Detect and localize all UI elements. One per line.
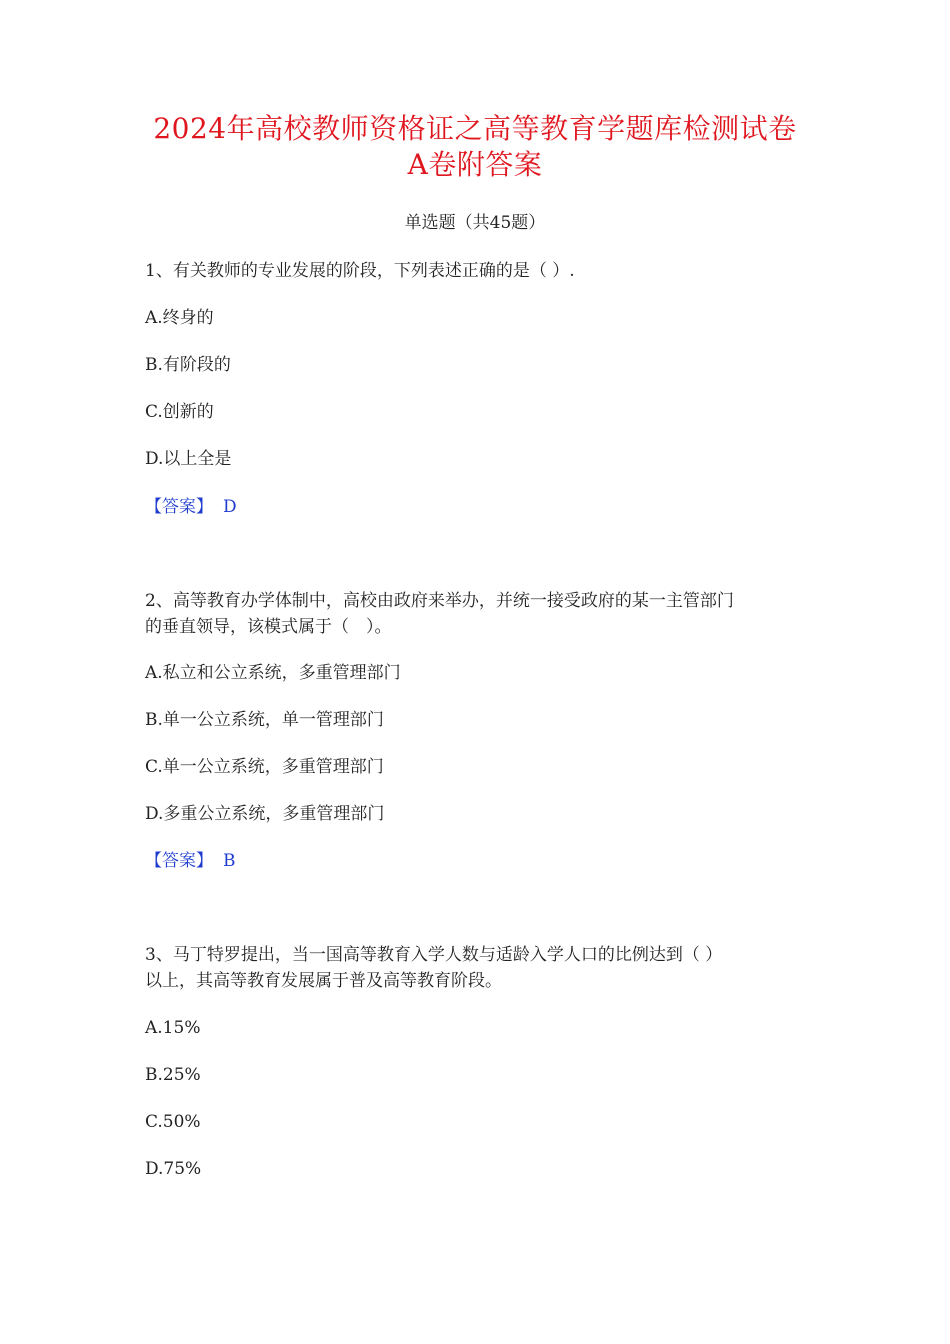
question-3-option-d: D.75%: [145, 1159, 202, 1179]
question-1-option-a: A.终身的: [145, 308, 214, 328]
question-2-option-a: A.私立和公立系统，多重管理部门: [145, 663, 401, 683]
question-2-stem-line-1: 2、高等教育办学体制中，高校由政府来举办，并统一接受政府的某一主管部门: [145, 591, 734, 611]
answer-label: 【答案】: [145, 851, 213, 871]
question-1-option-c: C.创新的: [145, 402, 214, 422]
document-title-line-1: 2024年高校教师资格证之高等教育学题库检测试卷: [153, 112, 797, 145]
question-2-stem-line-2: 的垂直领导，该模式属于（ ）。: [145, 617, 392, 637]
question-1-option-b: B.有阶段的: [145, 355, 231, 375]
question-2-option-c: C.单一公立系统，多重管理部门: [145, 757, 384, 777]
question-3-stem-line-2: 以上，其高等教育发展属于普及高等教育阶段。: [145, 971, 502, 991]
question-2-answer: [145, 848, 236, 874]
question-3-option-a: A.15%: [145, 1018, 201, 1038]
answer-label: 【答案】: [145, 497, 213, 517]
question-3-option-c: C.50%: [145, 1112, 201, 1132]
question-1-stem: 1、有关教师的专业发展的阶段，下列表述正确的是（ ）.: [145, 261, 575, 281]
question-3-stem-line-1: 3、马丁特罗提出，当一国高等教育入学人数与适龄入学人口的比例达到（ ）: [145, 945, 723, 965]
question-3-option-b: B.25%: [145, 1065, 201, 1085]
answer-value: B: [223, 851, 236, 871]
document-title-line-2: A卷附答案: [407, 148, 543, 181]
question-1-answer: [145, 494, 237, 520]
question-2-option-b: B.单一公立系统，单一管理部门: [145, 710, 384, 730]
section-heading: 单选题（共45题）: [404, 213, 546, 233]
question-2-option-d: D.多重公立系统，多重管理部门: [145, 804, 385, 824]
question-1-option-d: D.以上全是: [145, 449, 232, 469]
answer-value: D: [223, 497, 237, 517]
